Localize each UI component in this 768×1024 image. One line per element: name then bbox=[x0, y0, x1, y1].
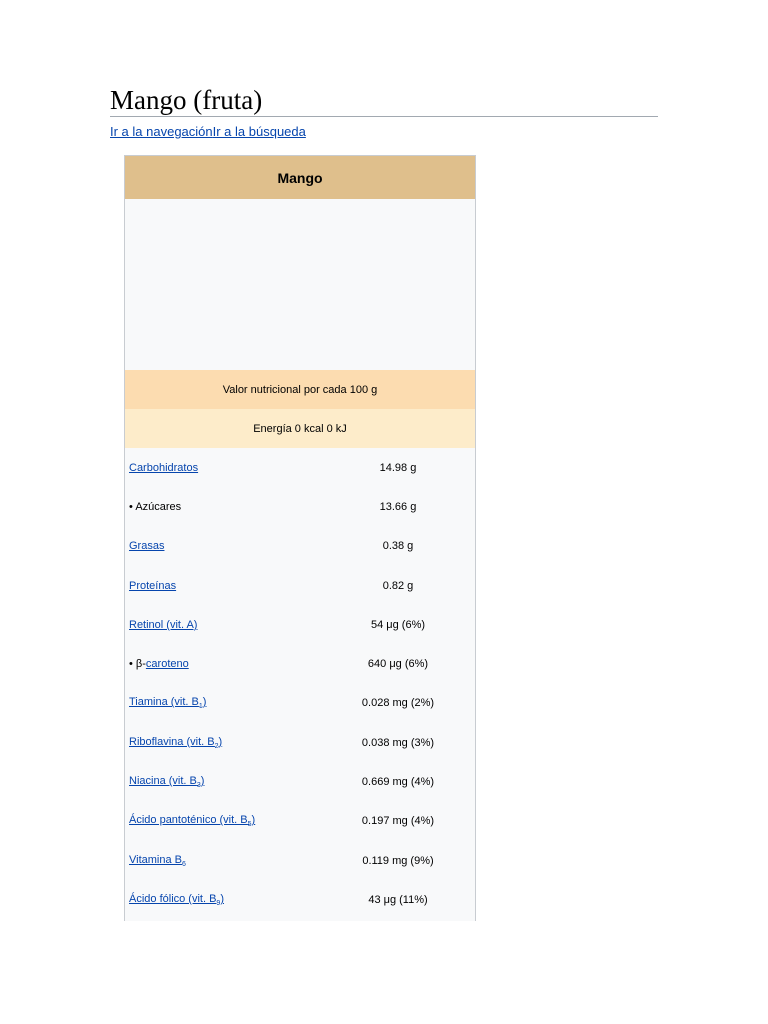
infobox-header: Mango bbox=[125, 156, 475, 199]
title-divider bbox=[110, 116, 658, 117]
nutrient-label bbox=[125, 854, 339, 868]
jump-to-navigation-link[interactable]: Ir a la navegación bbox=[110, 124, 213, 139]
nutrient-value: 0.38 g bbox=[382, 540, 414, 553]
nutrient-label: • β-caroteno bbox=[129, 658, 189, 671]
nutrient-row bbox=[125, 566, 475, 605]
infobox-image-area bbox=[125, 199, 475, 370]
nutrient-row bbox=[125, 880, 475, 919]
page-title: Mango (fruta) bbox=[110, 85, 263, 115]
nutrient-value: 640 μg (6%) bbox=[367, 658, 429, 671]
nutrient-value: 43 μg (11%) bbox=[368, 893, 428, 906]
nutrient-link[interactable]: Proteínas bbox=[129, 579, 177, 592]
nutrient-link[interactable]: Niacina (vit. $B_3$) bbox=[129, 774, 205, 790]
nutrient-label bbox=[125, 462, 339, 474]
nutrient-link[interactable]: Riboflavina (vit. $B_2$) bbox=[129, 735, 223, 750]
nutrient-name: Azúcares bbox=[135, 500, 182, 513]
nutrient-link[interactable]: caroteno bbox=[145, 658, 189, 671]
nutrient-label bbox=[125, 580, 339, 592]
nutrient-label bbox=[125, 814, 339, 828]
nutrient-row bbox=[125, 723, 475, 762]
nutrient-link[interactable]: Grasas bbox=[129, 540, 165, 553]
nutrient-value: 0.038 mg (3%) bbox=[361, 736, 435, 749]
nutrient-value: 14.98 g bbox=[379, 461, 417, 474]
nutrient-value: 54 μg (6%) bbox=[370, 618, 426, 631]
nutrient-row bbox=[125, 527, 475, 566]
nutrient-link[interactable]: Tiamina (vit. $B_1$) bbox=[129, 696, 207, 711]
energy-row: Energía 0 kcal 0 kJ bbox=[125, 409, 475, 448]
nutrient-list bbox=[125, 448, 475, 920]
nutrient-label bbox=[125, 893, 339, 907]
nutrient-value: 0.119 mg (9%) bbox=[362, 854, 434, 867]
nutrient-value: 0.669 mg (4%) bbox=[361, 776, 435, 789]
nutrient-row bbox=[125, 448, 475, 487]
nutrient-row bbox=[125, 684, 475, 723]
nutrient-row bbox=[125, 487, 475, 526]
nutrition-infobox bbox=[124, 155, 476, 921]
nutrient-label bbox=[125, 619, 339, 631]
nutrient-row bbox=[125, 841, 475, 880]
jump-links bbox=[110, 124, 306, 140]
nutrient-link[interactable]: Vitamina $B_6$ bbox=[129, 853, 186, 868]
nutrient-row bbox=[125, 644, 475, 683]
nutrient-label bbox=[125, 696, 339, 710]
nutrient-row bbox=[125, 802, 475, 841]
nutrient-link[interactable]: Carbohidratos bbox=[129, 461, 199, 474]
nutrient-value: 13.66 g bbox=[379, 500, 417, 513]
nutrient-link[interactable]: Ácido pantoténico (vit. $B_5$) bbox=[129, 814, 256, 829]
nutrition-caption: Valor nutricional por cada 100 g bbox=[125, 370, 475, 409]
nutrient-row bbox=[125, 762, 475, 801]
nutrient-label bbox=[125, 736, 339, 750]
nutrient-label bbox=[125, 775, 339, 789]
nutrient-link[interactable]: Retinol (vit. A) bbox=[129, 618, 198, 631]
nutrient-value: 0.197 mg (4%) bbox=[361, 815, 435, 828]
nutrient-row bbox=[125, 605, 475, 644]
nutrient-value: 0.028 mg (2%) bbox=[361, 697, 435, 710]
nutrient-value: 0.82 g bbox=[382, 579, 414, 592]
nutrient-label: • Azúcares bbox=[129, 500, 182, 513]
nutrient-link[interactable]: Ácido fólico (vit. $B_9$) bbox=[129, 892, 224, 907]
nutrient-label bbox=[125, 540, 339, 552]
jump-to-search-link[interactable]: Ir a la búsqueda bbox=[212, 124, 306, 139]
